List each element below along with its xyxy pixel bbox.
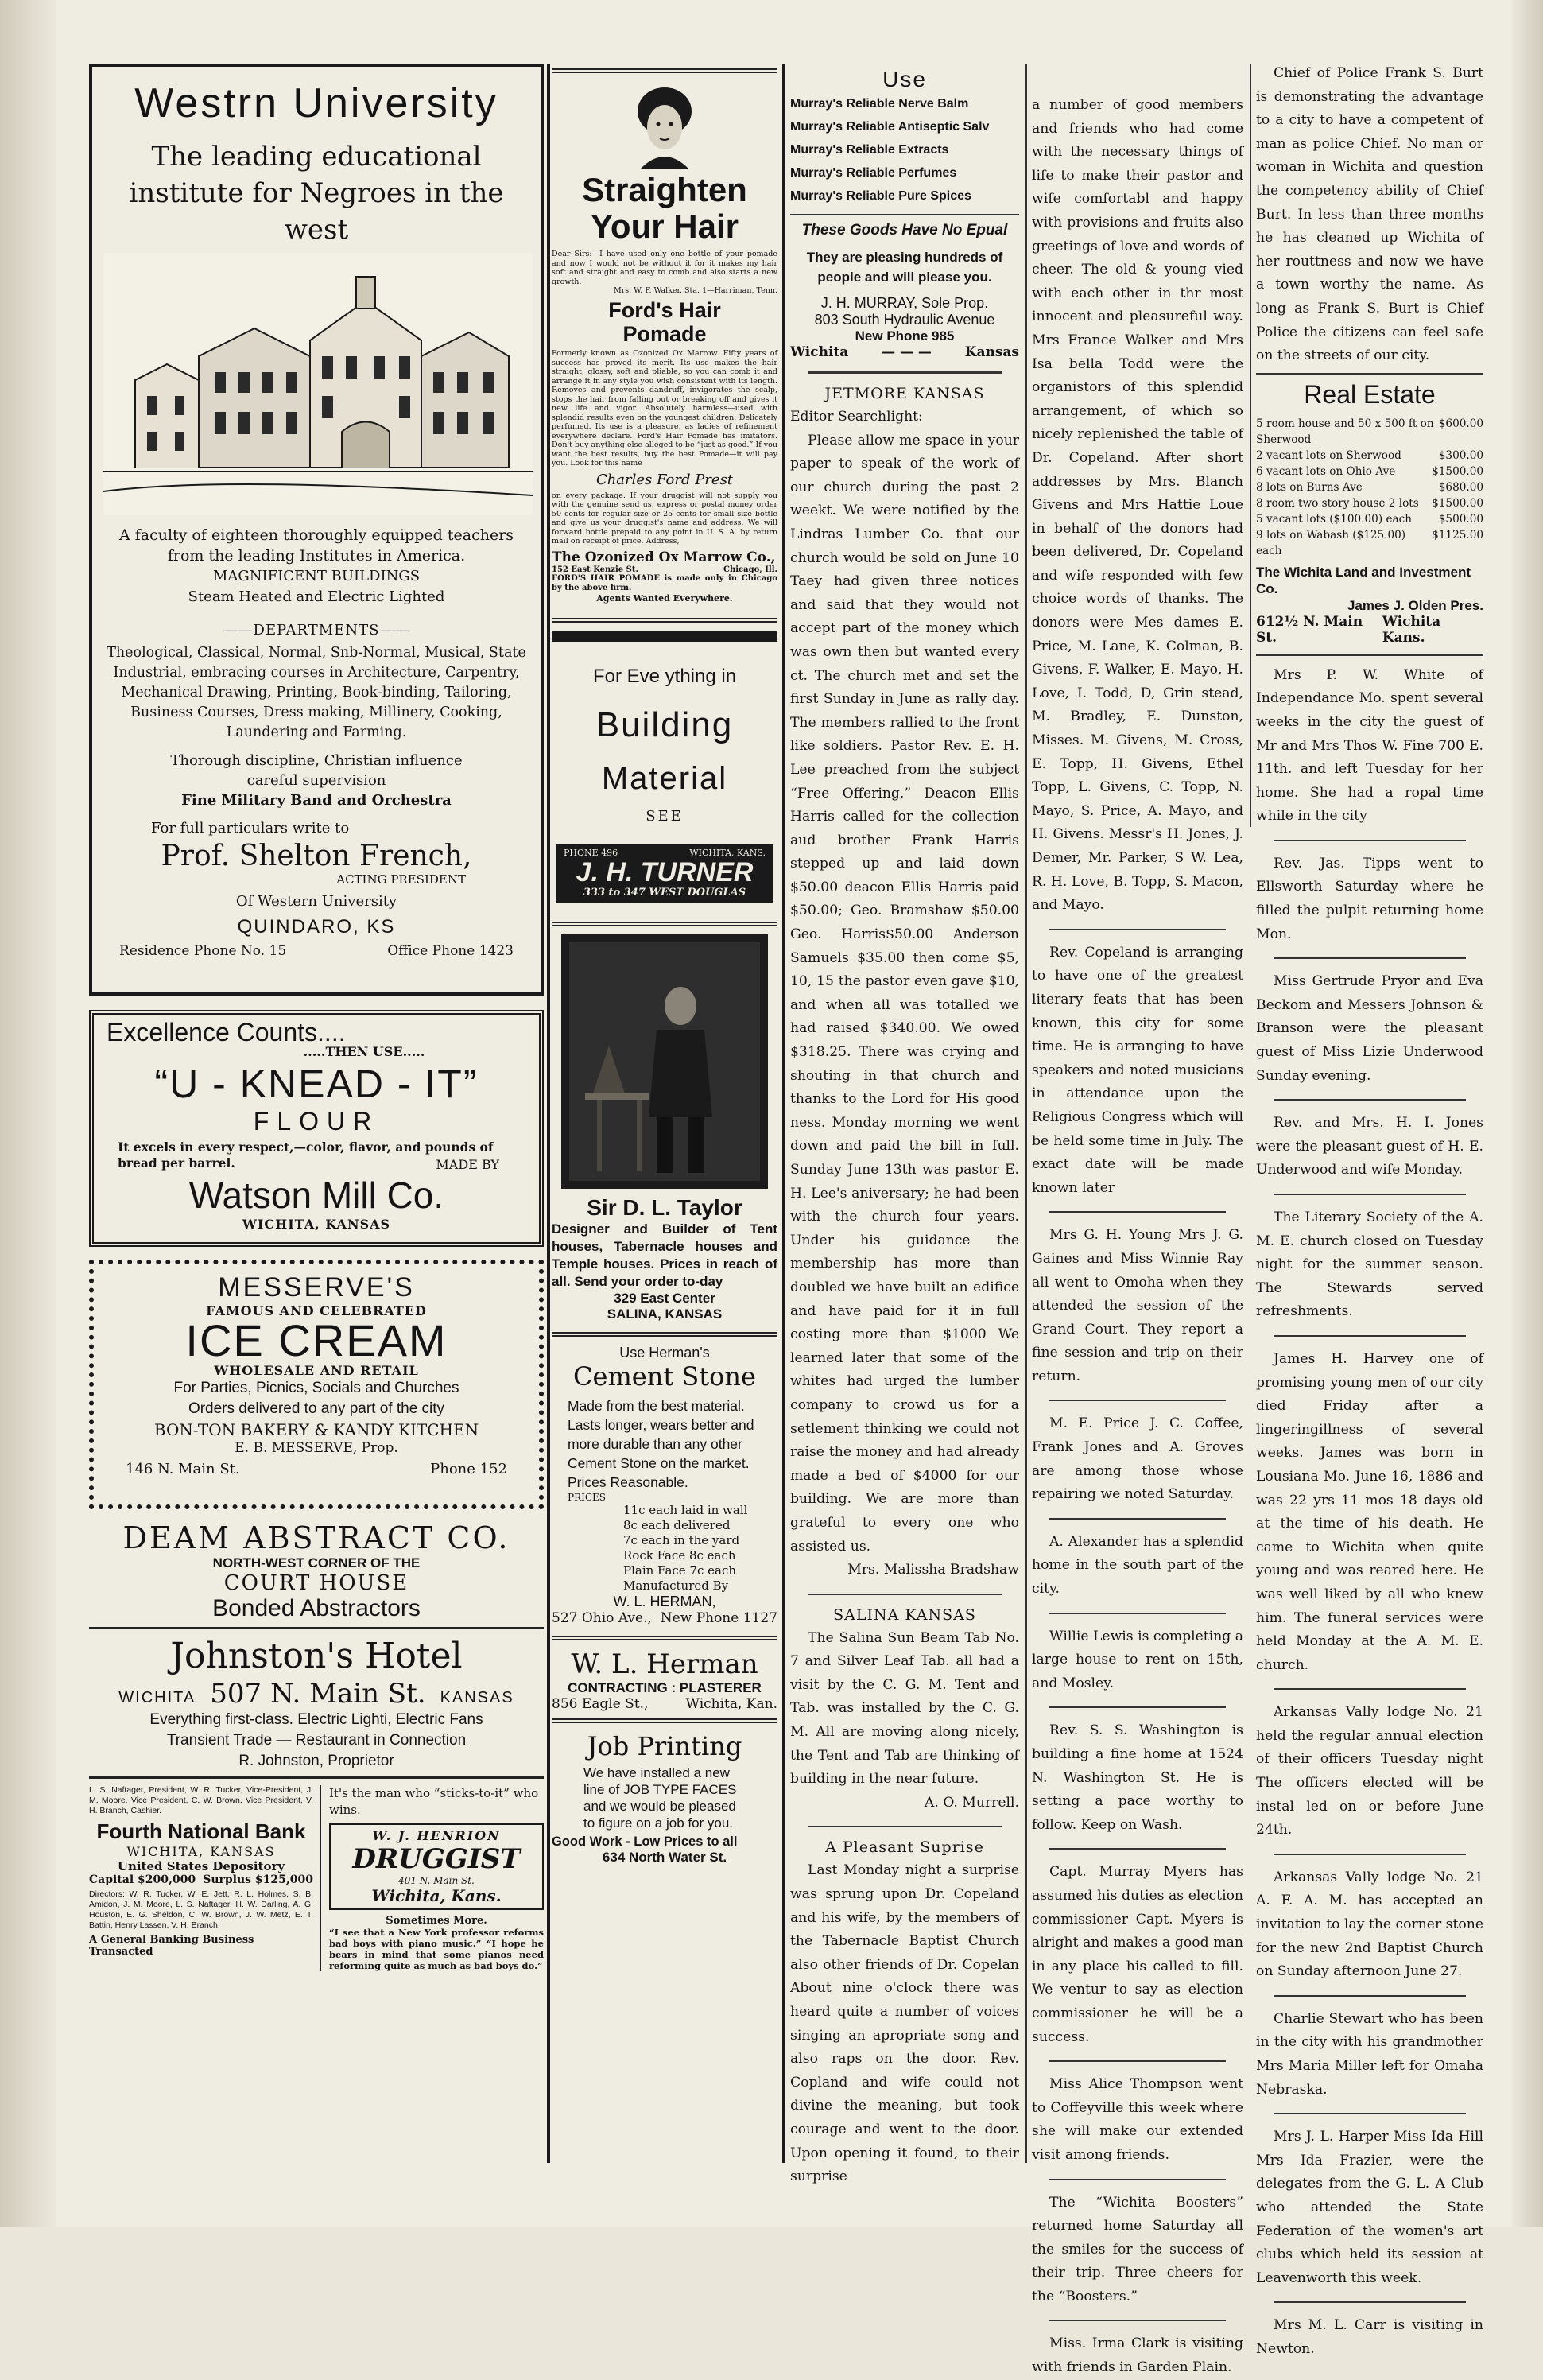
turner-banner — [556, 844, 773, 903]
column-advertisements-2 — [552, 64, 777, 2195]
druggist-town: Wichita, Kans. — [371, 1886, 502, 1905]
real-estate-ad — [1256, 380, 1483, 646]
taylor-portrait-photo — [561, 934, 768, 1189]
rule — [1274, 1099, 1466, 1101]
salina-heading: SALINA KANSAS — [833, 1605, 976, 1624]
job-printing-ad — [552, 1731, 777, 1866]
jetmore-signer: Mrs. Malissha Bradshaw — [847, 1562, 1019, 1578]
western-university-ad — [89, 64, 544, 996]
news-item: Miss Gertrude Pryor and Eva Beckom and Messers Johnson & Branson were the pleasant guest of Miss Lizie Underwood Sunday evening. — [1256, 973, 1483, 1084]
job-printing-body: We have installed a new line of JOB TYPE FACES and we would be pleased to figure on a job for you. — [583, 1765, 737, 1831]
druggist-title: DRUGGIST — [352, 1843, 521, 1875]
rule — [808, 1826, 1002, 1827]
ice-cream-phone: Phone 152 — [430, 1461, 507, 1477]
news-item: Capt. Murray Myers has assumed his duties as election commissioner Capt. Myers is alright and makes a good man in any place his called to fill. We ventur to say as election commissioner he will be a success. — [1032, 1864, 1243, 2045]
residence-phone: Residence Phone No. 15 — [119, 943, 287, 959]
surprise-heading: A Pleasant Suprise — [825, 1838, 984, 1857]
druggist-address: 401 N. Main St. — [398, 1875, 475, 1886]
black-bar — [552, 631, 777, 642]
ad-tagline: The leading educational institute for Negroes in the west — [129, 141, 504, 246]
murray-product: Murray's Reliable Antiseptic Salv — [790, 120, 990, 134]
plasterer-address: 856 Eagle St., — [552, 1695, 649, 1712]
column-advertisements-1 — [89, 64, 544, 2195]
cement-title: Cement Stone — [573, 1361, 756, 1392]
news-item: Rev. Jas. Tipps went to Ellsworth Saturday where he filled the pulpit returning home Mon. — [1256, 855, 1483, 942]
acting-title: ACTING PRESIDENT — [336, 872, 466, 887]
murray-product: Murray's Reliable Pure Spices — [790, 189, 971, 203]
mill-name: Watson Mill Co. — [188, 1174, 444, 1216]
page-left-edge — [0, 0, 56, 2227]
rule — [1274, 1194, 1466, 1195]
surprise-article: Last Monday night a surprise was sprung upon Dr. Copeland and his wife, by the members of the Tabernacle Baptist Church also other friends of Dr. Copelan About nine o'clock there was heard quite a number of voices singing an apropriate song and also raps on the door. Rev. Copland and wife could not divine the meaning, but took courage and went to the door. Upon opening it found, to their surprise — [790, 1862, 1019, 2185]
cement-price: Plain Face 7c each — [623, 1563, 737, 1578]
murray-use: Use — [882, 67, 927, 91]
hotel-city: WICHITA — [118, 1689, 196, 1706]
listing-price: $680.00 — [1438, 480, 1483, 494]
cement-price: Rock Face 8c each — [623, 1547, 736, 1563]
murray-prop: J. H. MURRAY, Sole Prop. — [820, 295, 989, 311]
news-item: Mrs J. L. Harper Miss Ida Hill Mrs Ida Frazier, were the delegates from the G. L. A Club who attended the State Federation of the women's art clubs which held its session at Leavenworth this week. — [1256, 2129, 1483, 2286]
murray-equal: These Goods Have No Epual — [801, 222, 1008, 239]
rule — [1274, 1854, 1466, 1855]
news-item: Arkansas Vally lodge No. 21 A. F. A. M. has accepted an invitation to lay the corner stone for the new 2nd Baptist Church on Sunday afternoon June 27. — [1256, 1869, 1483, 1980]
rule — [1256, 373, 1483, 375]
column-news-3 — [790, 64, 1019, 2195]
news-item: M. E. Price J. C. Coffee, Frank Jones and A. Groves are among those whose repairing we noted Saturday. — [1032, 1415, 1243, 1503]
rule-thick — [552, 1718, 777, 1723]
listing-price: $1125.00 — [1432, 528, 1483, 542]
murray-pleasing: They are pleasing hundreds of people and will please you. — [806, 250, 1003, 285]
real-estate-listing — [1256, 479, 1483, 495]
rule — [1274, 2113, 1466, 2114]
band-text: Fine Military Band and Orchestra — [181, 792, 452, 809]
see-text: SEE — [646, 807, 684, 825]
news-item: A. Alexander has a splendid home in the south part of the city. — [1032, 1533, 1243, 1598]
cement-body: Made from the best material. Lasts longer, wears better and more durable than any other Cement Stone on the market. Prices Reasonable. — [568, 1397, 754, 1490]
job-printing-good: Good Work - Low Prices to all — [552, 1834, 738, 1849]
rule — [1049, 2060, 1226, 2062]
abstract-ad — [89, 1520, 544, 1629]
woman-portrait-illustration — [625, 81, 704, 169]
cement-price: 7c each in the yard — [623, 1532, 740, 1547]
hotel-state: KANSAS — [440, 1689, 514, 1706]
real-estate-listing — [1256, 527, 1483, 559]
column-rule — [1025, 64, 1027, 2163]
rule — [1049, 2179, 1226, 2180]
rule — [1049, 929, 1226, 930]
column-rule — [782, 64, 785, 2163]
sometimes-more-joke: “I see that a New York professor reforms bad boys with piano music.” “I hope he bears in mind that some pianos need reforming quite as much as bad boys do.” — [329, 1927, 544, 1971]
listing-description: 8 room two story house 2 lots — [1256, 496, 1419, 510]
taylor-town: SALINA, KANSAS — [607, 1306, 723, 1322]
hair-testimonial: Dear Sirs:—I have used only one bottle of your pomade and now I would not be without it for it makes my hair soft and straight and easy to comb and also starts a new growth. — [552, 250, 777, 286]
rule — [1049, 1518, 1226, 1520]
building-line-3: Material — [601, 760, 728, 796]
news-item: Willie Lewis is completing a large house to rent on 15th, and Mosley. — [1032, 1628, 1243, 1691]
abstract-courthouse: COURT HOUSE — [223, 1571, 409, 1595]
real-estate-company: The Wichita Land and Investment Co. — [1256, 564, 1471, 596]
buildings-text: MAGNIFICENT BUILDINGS — [212, 568, 421, 584]
cement-price: 8c each delivered — [623, 1517, 731, 1532]
cement-name: W. L. HERMAN, — [613, 1593, 716, 1609]
news-item: Rev. Copeland is arranging to have one of the greatest literary feats that has been known, this city for some time. He is arranging to have speakers and noted musicians in attendance upon the Religious Congress which will be held some time in July. The exact date will be made known later — [1032, 944, 1243, 1196]
news-item: Charlie Stewart who has been in the city with his grandmother Mrs Maria Miller left for Omaha Nebraska. — [1256, 2010, 1483, 2098]
particulars-text: For full particulars write to — [151, 820, 350, 837]
police-chief-article: Chief of Police Frank S. Burt is demonstrating the advantage to a city to have a competent of man as police Chief. No man or woman in Wichita and question the competency ability of Chief Burt. In less than three months he has cleaned up Wichita of her routtness and now we have a town worthy the name. As long as Frank S. Burt is Chief Police the citizens can feel safe on the streets of our city. — [1256, 65, 1483, 364]
ice-cream-address: 146 N. Main St. — [126, 1461, 240, 1477]
made-by-text: MADE BY — [436, 1157, 499, 1172]
real-estate-listing — [1256, 448, 1483, 464]
local-news-list — [1256, 664, 1483, 2362]
departments-text: Theological, Classical, Normal, Snb-Normal, Musical, State Industrial, embracing courses in Architecture, Carpentry, Mechanical Drawing, Printing, Book-binding, Tailoring, Business Courses, Dress making, Millinery, Cooking, Laundering and Farming. — [107, 645, 526, 740]
bank-druggist-row — [89, 1785, 544, 1971]
rule — [1049, 1400, 1226, 1401]
hair-product-2: Pomade — [622, 322, 707, 346]
rule — [1274, 1995, 1466, 1997]
murray-dashes: — — — — [882, 344, 932, 360]
druggist-name: W. J. HENRION — [372, 1828, 501, 1843]
turner-phone: PHONE 496 — [564, 847, 618, 858]
real-estate-address-row — [1256, 614, 1483, 646]
job-printing-title: Job Printing — [587, 1730, 742, 1761]
building-material-ad — [552, 666, 777, 903]
rule — [1274, 1688, 1466, 1690]
rule — [1274, 1335, 1466, 1337]
column-news-5 — [1256, 64, 1483, 2357]
listing-description: 2 vacant lots on Sherwood — [1256, 448, 1401, 462]
bank-name: Fourth National Bank — [96, 1819, 306, 1843]
hair-title-1: Straighten — [582, 171, 747, 208]
building-line-2: Building — [595, 705, 734, 744]
listing-description: 8 lots on Burns Ave — [1256, 480, 1363, 494]
real-estate-listing — [1256, 464, 1483, 479]
column-rule — [547, 64, 550, 2163]
ice-cream-ad — [89, 1260, 544, 1509]
rule — [1274, 957, 1466, 959]
news-item: Mrs G. H. Young Mrs J. G. Gaines and Miss Winnie Ray all went to Omoha when they attended the session of the Grand Court. They report a fine session and trip on their return. — [1032, 1227, 1243, 1384]
hair-signature: Charles Ford Prest — [595, 471, 734, 488]
hair-order-text: on every package. If your druggist will not supply you with the genuine send us, express or postal money order 50 cents for regular size or 25 cents for small size bottle and give us your druggist's name and address. We will forward bottle prepaid to any point in U. S. A. by return mail on receipt of price. Address, — [552, 491, 777, 545]
real-estate-title: Real Estate — [1304, 379, 1436, 409]
parties-text: For Parties, Picnics, Socials and Churches — [173, 1380, 459, 1396]
ice-cream-address-row — [126, 1461, 507, 1477]
bank-general: A General Banking Business Transacted — [89, 1934, 254, 1958]
real-estate-listings — [1256, 416, 1483, 559]
turner-top-row — [564, 848, 766, 858]
university-building-illustration — [103, 253, 533, 515]
jetmore-salutation: Editor Searchlight: — [790, 409, 923, 425]
president-name: Prof. Shelton French, — [161, 840, 472, 872]
excellence-text: Excellence Counts.... — [107, 1018, 346, 1046]
rule — [1256, 654, 1483, 656]
listing-price: $500.00 — [1438, 512, 1483, 526]
local-news-list — [1032, 929, 1243, 2380]
news-item: Arkansas Vally lodge No. 21 held the regular annual election of their officers Tuesday night The officers elected will be instal led on or before June 24th. — [1256, 1704, 1483, 1838]
druggist-ad — [321, 1785, 544, 1971]
abstract-bonded: Bonded Abstractors — [212, 1595, 421, 1621]
rule — [1049, 1848, 1226, 1850]
hotel-ad — [89, 1636, 544, 1779]
discipline-text: Thorough discipline, Christian influence — [170, 752, 463, 769]
phones-row — [119, 943, 514, 959]
rule — [808, 371, 1002, 374]
jetmore-heading: JETMORE KANSAS — [824, 385, 985, 402]
page-right-edge — [1511, 0, 1543, 2227]
news-item: The Literary Society of the A. M. E. church closed on Tuesday night for the summer season. The Stewards served refreshments. — [1256, 1209, 1483, 1320]
real-estate-listing — [1256, 511, 1483, 527]
cement-address-row — [552, 1610, 777, 1626]
cement-address: 527 Ohio Ave., — [552, 1609, 652, 1626]
news-item: Mrs P. W. White of Independance Mo. spent several weeks in the city the guest of Mr and Mrs Thos W. Fine 700 E. 11th. and left Tuesday for her home. She had a ropal time while in the city — [1256, 666, 1483, 825]
listing-description: 5 room house and 50 x 500 ft on Sherwood — [1256, 417, 1434, 446]
news-item: The “Wichita Boosters” returned home Saturday all the smiles for the success of their trip. Three cheers for the “Boosters.” — [1032, 2194, 1243, 2304]
cement-stone-ad — [552, 1345, 777, 1626]
office-phone: Office Phone 1423 — [387, 943, 514, 959]
ice-cream-product: ICE CREAM — [185, 1315, 448, 1365]
listing-price: $300.00 — [1438, 448, 1483, 462]
listing-description: 9 lots on Wabash ($125.00) each — [1256, 528, 1406, 557]
hair-street: 152 East Kenzie St. — [552, 565, 638, 574]
flour-brand: “U - KNEAD - IT” — [154, 1062, 479, 1106]
bank-capital: Capital $200,000 — [89, 1873, 196, 1886]
hair-body-text: Formerly known as Ozonized Ox Marrow. Fifty years of success has proved its merit. Its use makes the hair straight, glossy, soft and pliable, so you can comb it and arrange it in any style you wish consistent with its length. Removes and prevents dandruff, invigorates the scalp, stops the hair from falling out or breaking off and gives it new life and vigor. Absolutely harmless—used with splendid results even on the youngest children. Delicately perfumed. Its use is a pleasure, as ladies of refinement everywhere declare. Ford's Hair Pomade has imitators. Don't buy anything else alleged to be “just as good.” If you want the best results, buy the best Pomade—it will pay you. Look for this name — [552, 349, 777, 468]
hair-city: Chicago, Ill. — [723, 565, 777, 574]
murray-product: Murray's Reliable Perfumes — [790, 166, 957, 180]
murray-address: 803 South Hydraulic Avenue — [814, 312, 995, 328]
hair-pomade-ad — [552, 81, 777, 604]
column-news-4 — [1032, 64, 1243, 2376]
hotel-name: Johnston's Hotel — [170, 1636, 463, 1676]
flour-word: FLOUR — [253, 1107, 380, 1136]
bank-ad — [89, 1785, 321, 1971]
hotel-amenities: Everything first-class. Electric Lighti, Electric Fans — [149, 1711, 483, 1728]
bank-town: WICHITA, KANSAS — [126, 1844, 276, 1859]
rule — [790, 214, 1019, 215]
listing-price: $1500.00 — [1432, 464, 1483, 478]
hotel-address-row — [89, 1678, 544, 1710]
hair-agents: Agents Wanted Everywhere. — [596, 592, 733, 604]
jetmore-article: Please allow me space in your paper to speak of the work of our church during the past 2 weekt. We were notified by the Lindras Lumber Co. that our church would be sold on June 10 Taey had given three notices and said that they would not accept part of the money which was own then but wanted every ct. The church met and set the first Sunday in June as rally day. The members rallied to the front like soldiers. Pastor Rev. E. H. Lee preached from the subject “Free Offering,” Deacon Ellis Harris called for the collection aud brother Frank Harris stepped up and laid down $50.00 deacon Ellis Harris paid $50.00; Geo. Bramshaw $50.00 Geo. Harris$50.00 Anderson Samuels $35.00 then come $5, 10, 15 the pastor even gave $10, and when all was totalled we had raised $340.00. We owed $318.25. There was crying and shouting in that church and thanks to the Lord for His good ness. Monday morning we went down and paid the bill in full. Sunday June 13th was pastor E. H. Lee's aniversary; he had been with the church four years. Under his guidance the membership has more than doubled we have built an edifice and have paid for it in full costing more than $1000 We learned later that some of the whites had urged the lumber company to crowd us for a setlement thinking we could not raise the money and had already made a bed of $4000 for our building. We are more than grateful to every one who assisted us. — [790, 432, 1019, 1555]
hair-product-1: Ford's Hair — [608, 298, 721, 322]
news-item: Mrs M. L. Carr is visiting in Newton. — [1256, 2317, 1483, 2357]
murray-product: Murray's Reliable Nerve Balm — [790, 97, 969, 111]
cement-price-list — [623, 1503, 777, 1594]
rule — [1049, 1613, 1226, 1614]
rule-thick — [552, 1332, 777, 1337]
mill-town: WICHITA, KANSAS — [242, 1217, 391, 1232]
news-item: Rev. and Mrs. H. I. Jones were the pleasant guest of H. E. Underwood and wife Monday. — [1256, 1115, 1483, 1178]
sometimes-more-head: Sometimes More. — [386, 1915, 487, 1927]
cement-maker: Manufactured By — [623, 1578, 729, 1593]
listing-price: $600.00 — [1438, 417, 1483, 430]
taylor-text: Designer and Builder of Tent houses, Tabernacle houses and Temple houses. Prices in reach of all. Send your order to-day — [552, 1221, 777, 1289]
murray-city-row — [790, 344, 1019, 360]
ice-cream-vendor: MESSERVE'S — [218, 1272, 415, 1303]
cement-prices-head: PRICES — [568, 1491, 607, 1503]
murray-product: Murray's Reliable Extracts — [790, 143, 949, 157]
real-estate-town: Wichita Kans. — [1382, 613, 1441, 646]
salina-article: The Salina Sun Beam Tab No. 7 and Silver Leaf Tab. all had a visit by the C. G. M. Tent and Tab. was installed by the C. G. M. All are moving along nicely, the Tent and Tab are thinking of building in the near future. — [790, 1629, 1019, 1788]
news-item: James H. Harvey one of promising young men of our city died Friday after a lingeringillness of several weeks. James was born in Lousiana Mo. June 16, 1886 and was 22 yrs 11 mos 18 days old at the time of his death. He came to Wichita when quite young and was reared here. He was well liked by all who knew him. The funeral services were held Monday at the A. M. E. church. — [1256, 1350, 1483, 1673]
hair-company: The Ozonized Ox Marrow Co., — [552, 549, 776, 565]
rule — [1049, 2320, 1226, 2321]
news-item: Miss Alice Thompson went to Coffeyville this week where she will make our extended visit among friends. — [1032, 2076, 1243, 2163]
listing-description: 6 vacant lots on Ohio Ave — [1256, 464, 1396, 478]
rule-thick — [552, 618, 777, 623]
building-line-1: For Eve ything in — [592, 665, 737, 687]
flour-excels-text: It excels in every respect,—color, flavor, and pounds of bread per barrel. — [118, 1140, 494, 1171]
turner-address: 333 to 347 WEST DOUGLAS — [583, 886, 746, 899]
druggist-intro: It's the man who “sticks-to-it” who wins. — [329, 1786, 539, 1817]
faculty-text: A faculty of eighteen thoroughly equipped teachers from the leading Institutes in America. — [118, 526, 514, 565]
ice-cream-prop: E. B. MESSERVE, Prop. — [235, 1440, 398, 1456]
salina-signer: A. O. Murrell. — [924, 1794, 1019, 1811]
murray-city: Wichita — [790, 344, 849, 360]
real-estate-listing — [1256, 495, 1483, 511]
plasterer-trade: CONTRACTING : PLASTERER — [568, 1679, 762, 1695]
bank-directors: Directors: W. R. Tucker, W. E. Jett, R. L. Holmes, S. B. Amidon, J. M. Moore, L. S. Naftager, H. W. Darling, A. G. Houston, E. G. Sheldon, C. W. Brown, J. W. Metz, E. T. Battin, Henry Lassen, V. H. Branch. — [89, 1889, 313, 1930]
abstract-company-name: DEAM ABSTRACT CO. — [122, 1520, 510, 1555]
rule — [1049, 1706, 1226, 1708]
supervision-text: careful supervision — [246, 772, 386, 789]
druggist-box — [329, 1823, 544, 1910]
famous-text: FAMOUS AND CELEBRATED — [206, 1303, 427, 1318]
murray-phone: New Phone 985 — [855, 328, 955, 344]
cement-use: Use Herman's — [619, 1344, 710, 1361]
surprise-article-continued: a number of good members and friends who had come with the necessary things of life to make their pastor and wife comfortabl and happy with provisions and fruits also greetings of love and words of cheer. The old & young vied with each other in thr most innocent and pleasureful way. Mrs France Walker and Mrs Isa bella Todd were the organistors of this splendid arrangement, of which so nicely replenished the table of Dr. Copeland. After short addresses by Mrs. Blanch Givens and Mrs Hattie Loue in behalf of the donors had been delivered, Dr. Copeland and wife responded with few choice words of thanks. The donors were Mes dames E. Price, M. Lane, K. Colman, B. Givens, F. Walker, E. Mayo, H. Love, I. Todd, D, Grin stead, M. Bradley, E. Dunston, Misses. M. Givens, M. Cross, E. Topp, H. Givens, Ethel Topp, L. Givens, C. Topp, N. Mayo, S. Price, A. Mayo, and H. Givens. Messr's H. Jones, J. Demer, Mr. Parker, S W. Lea, R. H. Love, B. Topp, S. Macon, and Mayo. — [1032, 97, 1243, 914]
bank-surplus: Surplus $125,000 — [203, 1873, 313, 1886]
taylor-address: 329 East Center — [614, 1290, 715, 1306]
hair-company-address — [552, 565, 777, 574]
hotel-transient: Transient Trade — Restaurant in Connection — [166, 1732, 467, 1749]
plasterer-name: W. L. Herman — [571, 1648, 758, 1680]
wholesale-text: WHOLESALE AND RETAIL — [214, 1363, 419, 1378]
taylor-ad — [552, 934, 777, 1322]
rule-thick — [552, 68, 777, 73]
turner-name: J. H. TURNER — [576, 856, 754, 887]
listing-description: 5 vacant lots ($100.00) each — [1256, 512, 1412, 526]
hotel-address: 507 N. Main St. — [210, 1678, 426, 1710]
murray-state: Kansas — [964, 344, 1019, 360]
plasterer-town: Wichita, Kan. — [685, 1695, 777, 1712]
cement-phone: New Phone 1127 — [660, 1609, 777, 1626]
news-item: Rev. S. S. Washington is building a fine home at 1524 N. Washington St. He is setting a pace worthy to follow. Keep on Wash. — [1032, 1722, 1243, 1833]
murray-ad — [790, 67, 1019, 360]
bank-officers: L. S. Naftager, President, W. R. Tucker, Vice-President, J. M. Moore, Vice President, C. W. Brown, Vice President, V. H. Branch, Cashier. — [89, 1785, 313, 1815]
hair-title-2: Your Hair — [591, 208, 739, 245]
turner-town: WICHITA, KANS. — [689, 847, 766, 858]
hair-note: FORD'S HAIR POMADE is made only in Chicago by the above firm. — [552, 573, 777, 592]
ad-title: Westrn University — [134, 80, 498, 126]
rule — [1274, 840, 1466, 841]
real-estate-pres: James J. Olden Pres. — [1347, 597, 1483, 613]
hair-testimonial-signer: Mrs. W. F. Walker. Sta. 1—Harriman, Tenn. — [614, 286, 777, 295]
job-printing-address: 634 North Water St. — [602, 1849, 727, 1865]
orders-text: Orders delivered to any part of the city — [188, 1400, 445, 1417]
plasterer-address-row — [552, 1696, 777, 1712]
then-use-text: .....THEN USE..... — [303, 1044, 425, 1059]
rule-thick — [552, 1636, 777, 1640]
plasterer-ad — [552, 1648, 777, 1712]
heated-text: Steam Heated and Electric Lighted — [188, 588, 445, 605]
hotel-prop: R. Johnston, Proprietor — [238, 1753, 394, 1769]
taylor-name: Sir D. L. Taylor — [587, 1194, 742, 1220]
rule-thick — [552, 922, 777, 926]
bank-capital-row — [89, 1873, 313, 1886]
abstract-corner: NORTH-WEST CORNER OF THE — [212, 1555, 421, 1570]
listing-price: $1500.00 — [1432, 496, 1483, 510]
rule — [808, 1594, 1002, 1595]
university-town: QUINDARO, KS — [237, 916, 396, 938]
flour-ad — [89, 1010, 544, 1247]
departments-heading: ——DEPARTMENTS—— — [223, 622, 410, 639]
news-item: Miss. Irma Clark is visiting with friends in Garden Plain. — [1032, 2335, 1243, 2376]
column-rule — [1250, 64, 1251, 827]
bank-depository: United States Depository — [117, 1859, 285, 1873]
real-estate-listing — [1256, 416, 1483, 448]
bakery-name: BON-TON BAKERY & KANDY KITCHEN — [153, 1420, 479, 1439]
rule — [1274, 2301, 1466, 2303]
of-university: Of Western University — [235, 893, 397, 910]
murray-product-list — [790, 92, 1019, 208]
rule — [1049, 1211, 1226, 1213]
real-estate-address: 612½ N. Main St. — [1256, 613, 1363, 646]
cement-price: 11c each laid in wall — [623, 1502, 748, 1517]
